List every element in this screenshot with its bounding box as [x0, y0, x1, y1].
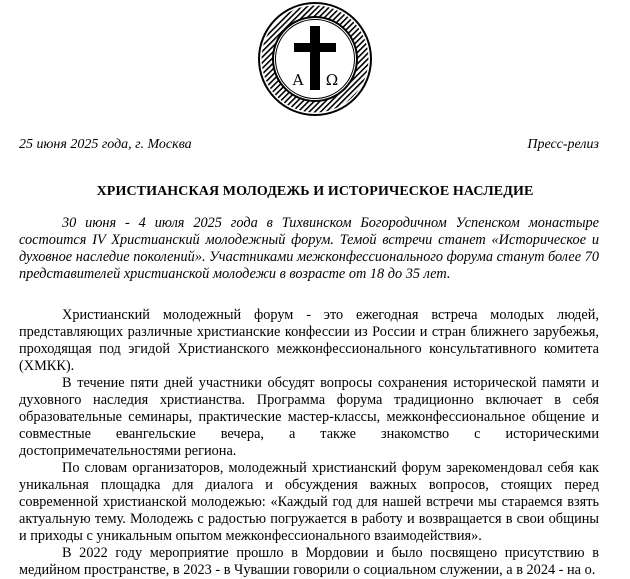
- lead-paragraph: 30 июня - 4 июля 2025 года в Тихвинском Богородичном Успенском монастыре состоится IV Христианский молодежный форум. Темой встречи станет «Историческое и духовное наследие поколений». Участниками межконфессионального форума станут более 70 представителей христианской молодежи в возрасте от 18 до 35 лет.: [19, 215, 599, 282]
- document-type: Пресс-релиз: [527, 137, 599, 152]
- body-text: [19, 307, 599, 579]
- body-paragraph: В течение пяти дней участники обсудят вопросы сохранения исторической памяти и духовного наследия христианства. Программа форума традиционно включает в себя образовательные семинары, практические мастер-классы, межконфессиональное общение и совместные евангельские вечера, а также знакомство с историческими достопримечательностями региона.: [19, 375, 599, 459]
- page-title: ХРИСТИАНСКАЯ МОЛОДЕЖЬ И ИСТОРИЧЕСКОЕ НАСЛЕДИЕ: [96, 184, 534, 199]
- omega-letter: Ω: [325, 71, 339, 89]
- alpha-letter: Α: [292, 71, 304, 89]
- body-paragraph: По словам организаторов, молодежный христианский форум зарекомендовал себя как уникальная площадка для диалога и обсуждения важных вопросов, стоящих перед современной христианской молодежью: «Каждый год для нашей встречи мы стараемся взять актуальную тему. Молодежь с радостью погружается в работу и возвращается в свои общины и приходы с уникальным опытом межконфессионального взаимодействия».: [19, 460, 599, 544]
- emblem-seal: [256, 0, 374, 118]
- body-paragraph: Христианский молодежный форум - это ежегодная встреча молодых людей, представляющих различные христианские конфессии из России и стран ближнего зарубежья, проходящая под эгидой Христианского межконфессионального консультативного комитета (ХМКК).: [19, 307, 599, 374]
- cross-alpha-omega-seal-icon: [256, 0, 374, 118]
- body-paragraph: В 2022 году мероприятие прошло в Мордовии и было посвящено присутствию в медийном пространстве, в 2023 - в Чувашии говорили о социальном служении, а в 2024 - на о.: [19, 545, 599, 578]
- date-place: 25 июня 2025 года, г. Москва: [19, 137, 192, 152]
